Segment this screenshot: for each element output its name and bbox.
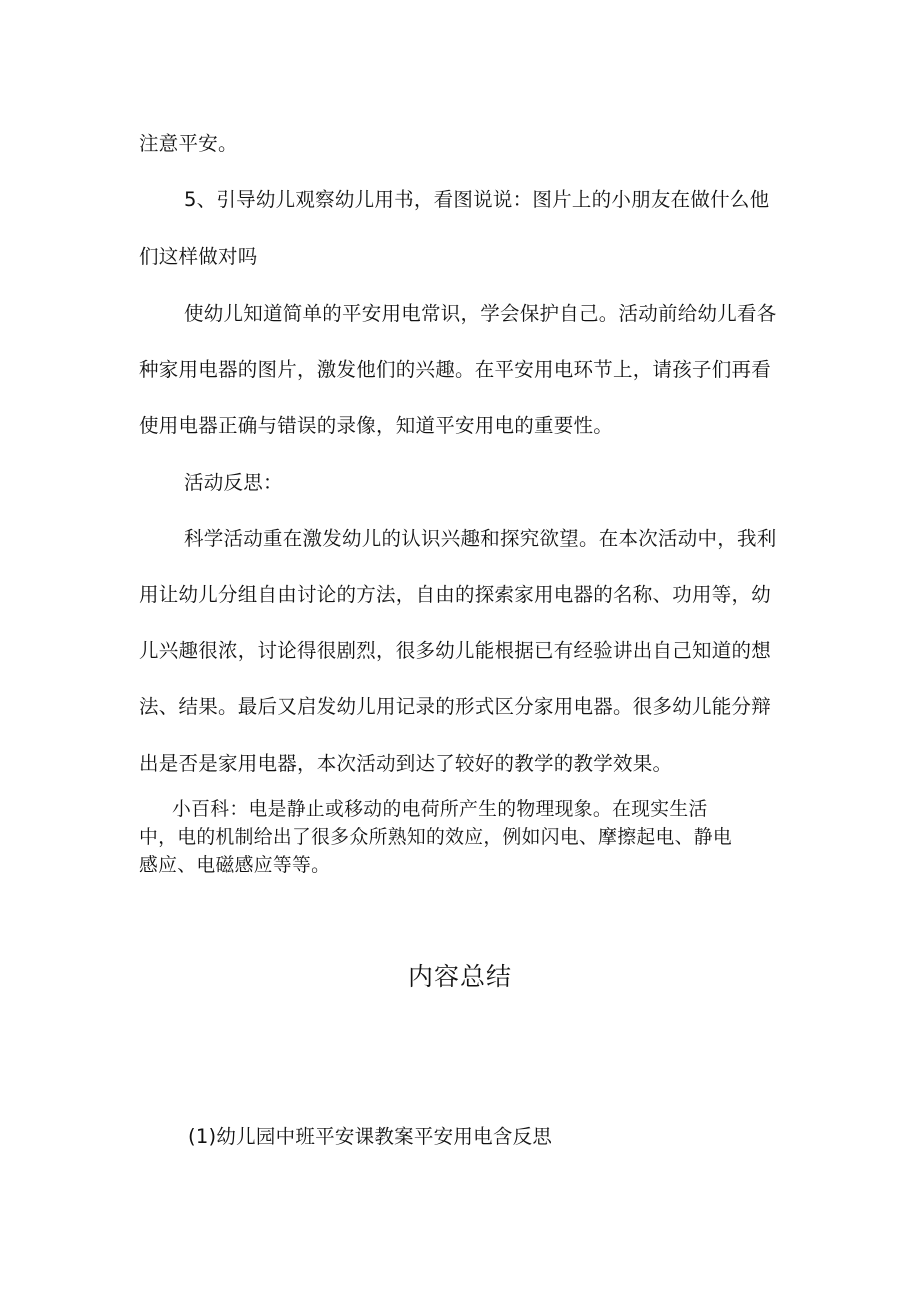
text-line: 使用电器正确与错误的录像，知道平安用电的重要性。 xyxy=(139,414,614,437)
text-line: 小百科：电是静止或移动的电荷所产生的物理现象。在现实生活 xyxy=(172,799,708,820)
text-line: 科学活动重在激发幼儿的认识兴趣和探究欲望。在本次活动中，我利 xyxy=(184,527,777,550)
text-line: 种家用电器的图片，激发他们的兴趣。在平安用电环节上，请孩子们再看 xyxy=(139,358,772,381)
text-line: 儿兴趣很浓，讨论得很剧烈，很多幼儿能根据已有经验讲出自己知道的想 xyxy=(139,639,772,662)
text-line: 中，电的机制给出了很多众所熟知的效应，例如闪电、摩擦起电、静电 xyxy=(139,827,733,848)
section-label: 活动反思： xyxy=(184,471,283,494)
text-line: 出是否是家用电器，本次活动到达了较好的教学的教学效果。 xyxy=(139,752,673,775)
text-line: 注意平安。 xyxy=(139,132,238,155)
text-line: 感应、电磁感应等等。 xyxy=(139,855,331,876)
text-line: 法、结果。最后又启发幼儿用记录的形式区分家用电器。很多幼儿能分辩 xyxy=(139,695,772,718)
text-line: 们这样做对吗 xyxy=(139,245,258,268)
summary-title: 内容总结 xyxy=(407,962,512,991)
text-line: 5、引导幼儿观察幼儿用书，看图说说：图片上的小朋友在做什么他 xyxy=(184,188,770,211)
text-line: 使幼儿知道简单的平安用电常识，学会保护自己。活动前给幼儿看各 xyxy=(184,302,777,325)
summary-item: (1)幼儿园中班平安课教案平安用电含反思 xyxy=(188,1125,553,1148)
text-line: 用让幼儿分组自由讨论的方法，自由的探索家用电器的名称、功用等，幼 xyxy=(139,583,772,606)
